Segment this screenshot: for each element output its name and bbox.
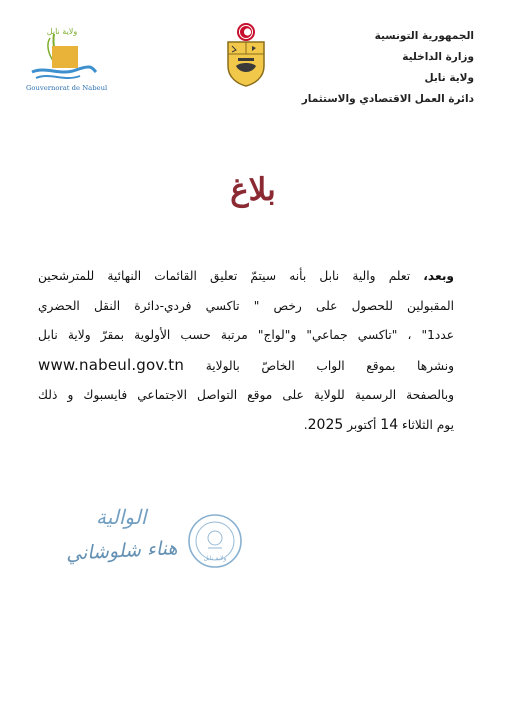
document-header [274, 26, 474, 110]
header-governorate: ولاية نابل [424, 72, 474, 84]
date-end-mark: . [303, 417, 308, 432]
date-day: 14 [380, 416, 399, 433]
official-stamp-icon [186, 512, 244, 570]
header-republic: الجمهورية التونسية [374, 30, 474, 42]
governorate-logo [26, 24, 108, 102]
header-department: دائرة العمل الاقتصادي والاستثمار [301, 93, 474, 105]
governorate-nabeul-logo-icon [26, 24, 98, 84]
body-line-1-text: تعلم والية نابل بأنه سيتمّ تعليق القائمات النهائية للمترشحين [38, 269, 424, 283]
body-line-4-text: ونشرها بموقع الواب الخاصّ بالولاية [205, 358, 455, 373]
document-title: بلاغ [230, 172, 276, 208]
stamp-text: ولاية نابل [203, 555, 227, 562]
logo-caption: Gouvernorat de Nabeul [26, 84, 108, 92]
announcement-body [38, 262, 454, 441]
body-line-4 [38, 351, 454, 382]
logo-script-text: ولاية نابل [46, 27, 78, 36]
body-line-5: وبالصفحة الرسمية للولاية على موقع التواصل الاجتماعي فايسبوك و ذلك [38, 388, 454, 403]
body-line-1 [38, 262, 454, 292]
date-prefix: يوم الثلاثاء [402, 417, 454, 432]
tunisia-coat-of-arms-icon [222, 22, 270, 88]
body-line-2: المقبولين للحصول على رخص " تاكسي فردي-دائرة النقل الحضري [38, 298, 454, 313]
body-line-3: عدد1" ، "تاكسي جماعي" و"لواج" مرتبة حسب الأولوية بمقرّ ولاية نابل [38, 328, 454, 343]
date-year: 2025 [307, 416, 344, 433]
website-link[interactable]: www.nabeul.gov.tn [38, 355, 185, 374]
body-line-6 [38, 411, 454, 441]
header-ministry: وزارة الداخلية [402, 51, 474, 63]
date-month: أكتوبر [347, 417, 377, 432]
signature-title: الوالية [96, 505, 147, 529]
body-intro: وبعد، [423, 269, 454, 283]
signature-name: هناء شلوشاني [65, 537, 178, 565]
